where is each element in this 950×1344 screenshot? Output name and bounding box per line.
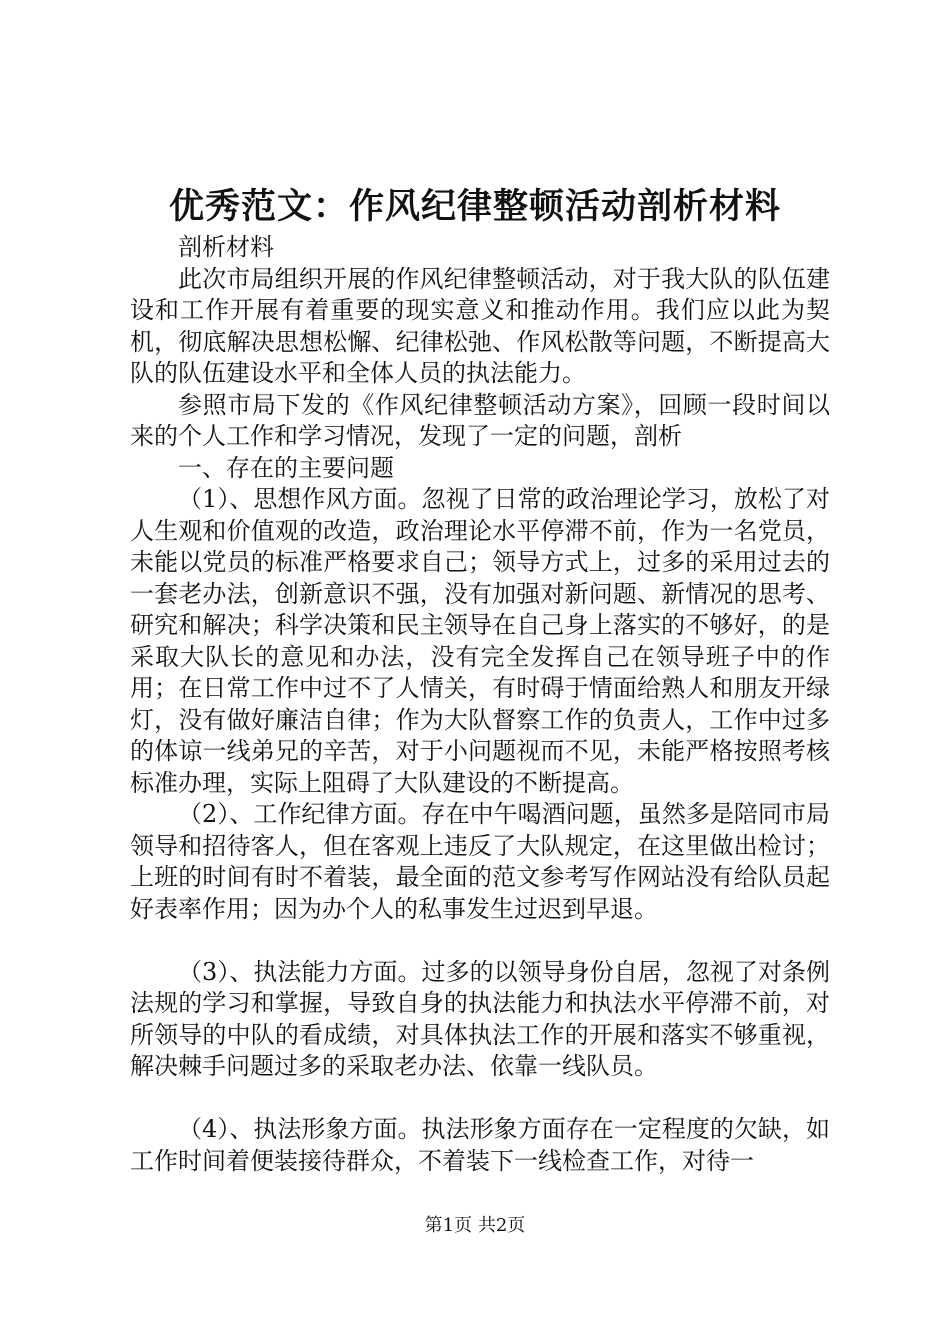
paragraph-intro: 此次市局组织开展的作风纪律整顿活动，对于我大队的队伍建设和工作开展有着重要的现实意义和推动作用。我们应以此为契机，彻底解决思想松懈、纪律松弛、作风松散等问题，不断提高大队的队伍建设水平和全体人员的执法能力。 — [130, 264, 830, 387]
section-heading: 一、存在的主要问题 — [178, 453, 394, 482]
paragraph-item-3: （3）、执法能力方面。过多的以领导身份自居，忽视了对条例法规的学习和掌握，导致自身的执法能力和执法水平停滞不前，对所领导的中队的看成绩，对具体执法工作的开展和落实不够重视，解决棘手问题过多的采取老办法、依靠一线队员。 — [130, 957, 830, 1080]
paragraph-item-1: （1）、思想作风方面。忽视了日常的政治理论学习，放松了对人生观和价值观的改造，政治理论水平停滞不前，作为一名党员，未能以党员的标准严格要求自己；领导方式上，过多的采用过去的一套老办法，创新意识不强，没有加强对新问题、新情况的思考、研究和解决；科学决策和民主领导在自己身上落实的不够好，的是采取大队长的意见和办法，没有完全发挥自己在领导班子中的作用；在日常工作中过不了人情关，有时碍于情面给熟人和朋友开绿灯，没有做好廉洁自律；作为大队督察工作的负责人，工作中过多的体谅一线弟兄的辛苦，对于小问题视而不见，未能严格按照考核标准办理，实际上阻碍了大队建设的不断提高。 — [130, 485, 830, 797]
paragraph-item-2: （2）、工作纪律方面。存在中午喝酒问题，虽然多是陪同市局领导和招待客人，但在客观上违反了大队规定，在这里做出检讨；上班的时间有时不着装，最全面的范文参考写作网站没有给队员起好表率作用；因为办个人的私事发生过迟到早退。 — [130, 800, 830, 923]
paragraph-item-4: （4）、执法形象方面。执法形象方面存在一定程度的欠缺，如工作时间着便装接待群众，不着装下一线检查工作，对待一 — [130, 1115, 830, 1175]
document-body — [130, 232, 830, 1177]
document-title: 优秀范文：作风纪律整顿活动剖析材料 — [168, 186, 781, 227]
page-footer: 第1页 共2页 — [424, 1215, 526, 1236]
paragraph-reference: 参照市局下发的《作风纪律整顿活动方案》，回顾一段时间以来的个人工作和学习情况，发现了一定的问题，剖析 — [130, 390, 830, 450]
paragraph-subtitle: 剖析材料 — [178, 233, 274, 261]
